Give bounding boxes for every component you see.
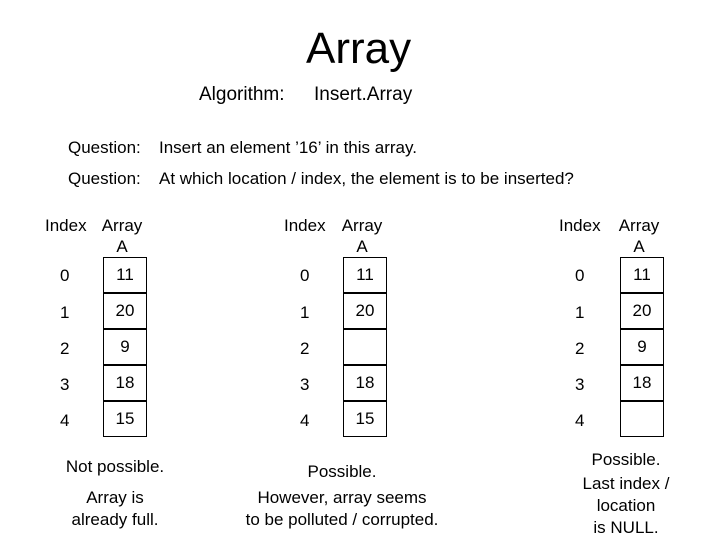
table-2-cell: 18: [343, 365, 387, 401]
table-3-caption-line2: Last index /: [582, 474, 670, 493]
table-1-cell: 18: [103, 365, 147, 401]
table-2-caption-line3: to be polluted / corrupted.: [245, 510, 439, 529]
table-1-caption-status: Not possible.: [65, 457, 165, 476]
table-1-cell: 15: [103, 401, 147, 437]
table-1-cell: 11: [103, 257, 147, 293]
table-3-index: 2: [575, 339, 585, 358]
table-2-index: 1: [300, 303, 310, 322]
page-title: Array: [306, 24, 412, 73]
table-3-caption-line3: location: [596, 496, 656, 515]
table-3-array-header: Array A: [618, 216, 660, 256]
table-2-cell: 15: [343, 401, 387, 437]
question-1-label: Question:: [68, 138, 141, 157]
table-2-index: 3: [300, 375, 310, 394]
table-3-cell: 9: [620, 329, 664, 365]
table-2-cell: 11: [343, 257, 387, 293]
table-2-index: 2: [300, 339, 310, 358]
table-2-index: 4: [300, 411, 310, 430]
table-2-caption-status: Possible.: [307, 462, 377, 481]
table-1-index: 2: [60, 339, 70, 358]
table-2-index-header: Index: [284, 216, 326, 235]
table-2-cell-empty: [343, 329, 387, 365]
table-3-index-header: Index: [559, 216, 601, 235]
table-3-cell-empty: [620, 401, 664, 437]
table-1-array-header: Array A: [101, 216, 143, 256]
table-2-caption-line2: However, array seems: [257, 488, 427, 507]
table-1-index-header: Index: [45, 216, 87, 235]
table-3-index: 4: [575, 411, 585, 430]
table-1-cell: 20: [103, 293, 147, 329]
algorithm-name: Insert.Array: [314, 84, 413, 105]
table-3-cell: 20: [620, 293, 664, 329]
table-1-index: 1: [60, 303, 70, 322]
table-3-caption-status: Possible.: [591, 450, 661, 469]
question-2-label: Question:: [68, 169, 141, 188]
table-1-caption-line2: Array is: [86, 488, 144, 507]
table-2-cell: 20: [343, 293, 387, 329]
table-3-index: 0: [575, 266, 585, 285]
table-3-cell: 18: [620, 365, 664, 401]
question-1-text: Insert an element ’16’ in this array.: [159, 138, 417, 157]
question-2-text: At which location / index, the element is to be inserted?: [159, 169, 574, 188]
table-1-index: 4: [60, 411, 70, 430]
table-2-array-header: Array A: [341, 216, 383, 256]
table-2-index: 0: [300, 266, 310, 285]
algorithm-label: Algorithm:: [199, 84, 285, 105]
table-1-caption-line3: already full.: [71, 510, 159, 529]
table-1-cell: 9: [103, 329, 147, 365]
table-1-index: 0: [60, 266, 70, 285]
table-3-index: 1: [575, 303, 585, 322]
table-3-index: 3: [575, 375, 585, 394]
table-3-caption-line4: is NULL.: [593, 518, 659, 537]
table-1-index: 3: [60, 375, 70, 394]
table-3-cell: 11: [620, 257, 664, 293]
